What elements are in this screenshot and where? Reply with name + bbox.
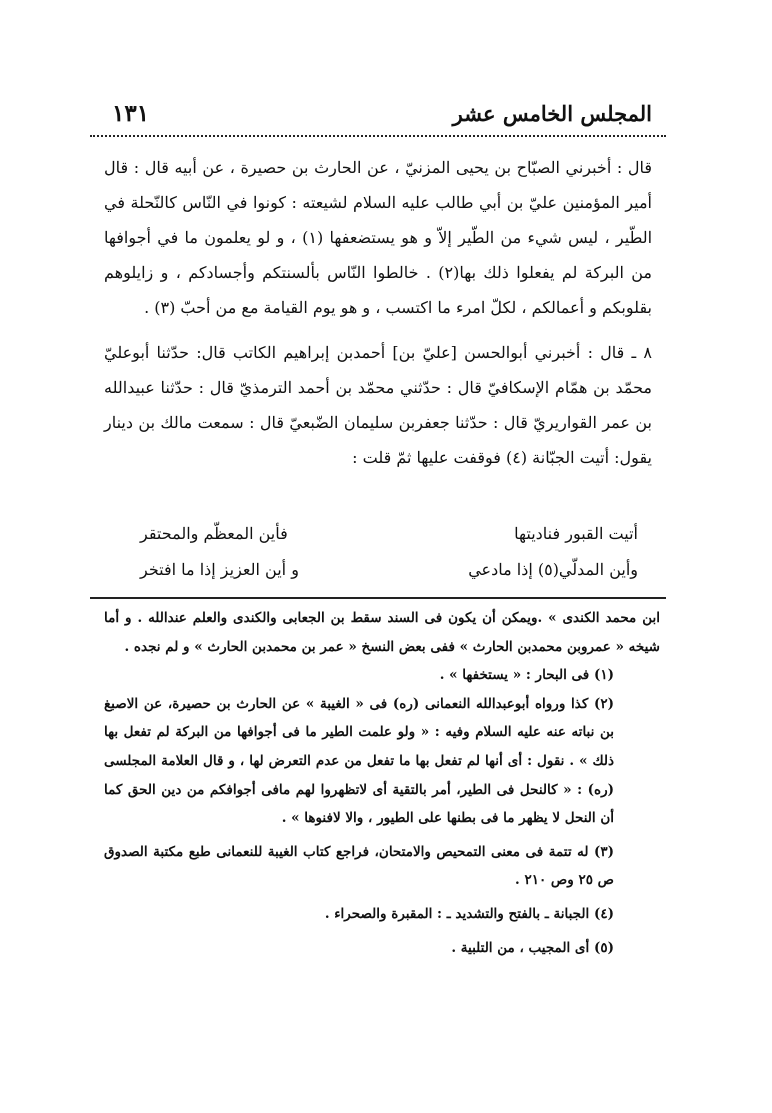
hadith-paragraph: قال : أخبرني الصبّاح بن يحيى المزنيّ ، عن الحارث بن حصيرة ، عن أبيه قال : قال أمير المؤمنين عليّ بن أبي طالب عليه السلام لشيعته : كونوا في النّاس كالنّحلة في الطّير ، ليس شيء من الطّير إلاّ و هو يستضعفها (١) ، و لو يعلمون ما في أجوافها من البركة لم يفعلوا ذلك بها(٢) . خالطوا النّاس بألسنتكم وأجسادكم ، و زايلوهم بقلوبكم و أعمالكم ، لكلّ امرء ما اكتسب ، و هو يوم القيامة مع من أحبّ (٣) . [104, 158, 653, 317]
verse-first-hemistich: أتيت القبور فناديتها [514, 524, 638, 543]
footnote: (٥) أى المجيب ، من التلبية . [451, 939, 614, 956]
verse-second-hemistich: و أين العزيز إذا ما افتخر [140, 560, 299, 579]
main-text [104, 150, 652, 475]
footnotes [104, 604, 660, 962]
footnote: (٤) الجبانة ـ بالفتح والتشديد ـ : المقبرة والصحراء . [324, 905, 614, 922]
running-header [104, 96, 652, 132]
page-number: ١٣١ [112, 100, 150, 127]
footnote: (٣) له تتمة فى معنى التمحيص والامتحان، فراجع كتاب الغيبة للنعمانى طبع مكتبة الصدوق ص ٢٥ وص ٢١٠ . [104, 843, 614, 889]
poem-verse [140, 516, 638, 552]
verse-second-hemistich: فأين المعظّم والمحتقر [140, 524, 288, 543]
footnote: (١) فى البحار : « يستخفها » . [439, 667, 614, 684]
poem-verse [140, 552, 638, 588]
hadith-paragraph: ٨ ـ قال : أخبرني أبوالحسن [عليّ بن] أحمدبن إبراهيم الكاتب قال: حدّثنا أبوعليّ محمّد بن همّام الإسكافيّ قال : حدّثني محمّد بن أحمد الترمذيّ قال : حدّثنا عبيدالله بن عمر القواريريّ قال : حدّثنا جعفربن سليمان الضّبعيّ قال : سمعت مالك بن دينار يقول: أتيت الجبّانة (٤) فوقفت عليها ثمّ قلت : [104, 343, 652, 467]
header-divider [90, 135, 666, 137]
poem [140, 516, 638, 588]
verse-first-hemistich: وأين المدلّي(٥) إذا مادعي [468, 560, 638, 579]
footnote: (٢) كذا ورواه أبوعبدالله النعمانى (ره) فى « الغيبة » عن الحارث بن حصيرة، عن الاصبغ بن نباته عنه عليه السلام وفيه : « ولو علمت الطير ما فى أجوافها من البركة لم تفعل بها ذلك » . نقول : أى أنها لم تفعل بها ما تفعل من عدم التعرض لها ، و قال العلامة المجلسى (ره) : « كالنحل فى الطير، أمر بالتقية أى لاتظهروا لهم مافى أجوافكم من دين الحق كما أن النحل لا يظهر ما فى بطنها على الطيور ، والا لافنوها » . [104, 695, 614, 827]
footnote-continuation: ابن محمد الكندى » .ويمكن أن يكون فى السند سقط بن الجعابى والكندى والعلم عندالله . و أما شيخه « عمروبن محمدبن الحارث » ففى بعض النسخ « عمر بن محمدبن الحارث » و لم نجده . [104, 610, 660, 655]
footnote-divider [90, 597, 666, 599]
chapter-title: المجلس الخامس عشر [452, 101, 652, 126]
